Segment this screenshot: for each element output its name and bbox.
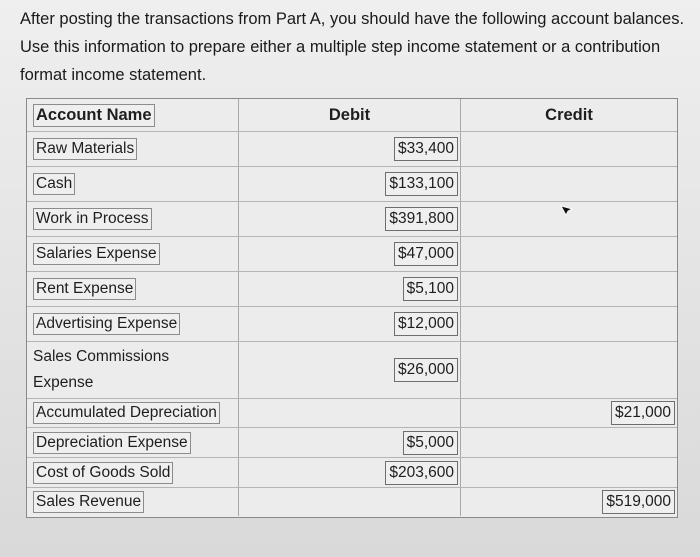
table-row: [27, 237, 677, 272]
debit-value: $26,000: [394, 358, 458, 382]
credit-value: $519,000: [602, 490, 675, 514]
credit-value: [461, 132, 677, 166]
table-row: [27, 307, 677, 342]
debit-value: [239, 488, 461, 516]
debit-value: $33,400: [394, 137, 458, 161]
table-row: [27, 458, 677, 488]
account-name: Rent Expense: [33, 278, 136, 300]
credit-value: $21,000: [611, 401, 675, 425]
debit-value: $391,800: [385, 207, 458, 231]
credit-value: [461, 428, 677, 457]
mouse-pointer-icon: [560, 203, 574, 217]
account-name: Cost of Goods Sold: [33, 462, 173, 484]
account-name-line-1: Sales Commissions: [33, 348, 170, 365]
credit-value: [461, 307, 677, 341]
account-name: Accumulated Depreciation: [33, 402, 220, 424]
table-row: [27, 167, 677, 202]
header-account-name: Account Name: [27, 99, 239, 131]
debit-value: $133,100: [385, 172, 458, 196]
debit-value: $5,100: [403, 277, 458, 301]
table-row: [27, 342, 677, 399]
account-name: Depreciation Expense: [33, 432, 191, 454]
table-row: [27, 202, 677, 237]
account-balances-table: [26, 98, 678, 518]
credit-value: [461, 458, 677, 487]
table-row: [27, 488, 677, 516]
debit-value: [239, 399, 461, 427]
account-name: Salaries Expense: [33, 243, 160, 265]
credit-value: [461, 237, 677, 271]
account-name: Work in Process: [33, 208, 152, 230]
debit-value: $5,000: [403, 431, 458, 455]
table-row: [27, 272, 677, 307]
header-debit: Debit: [239, 99, 461, 131]
debit-value: $47,000: [394, 242, 458, 266]
table-header-row: [27, 99, 677, 132]
credit-value: [461, 272, 677, 306]
table-row: [27, 399, 677, 428]
table-row: [27, 428, 677, 458]
account-name: Raw Materials: [33, 138, 137, 160]
debit-value: $12,000: [394, 312, 458, 336]
header-credit: Credit: [545, 105, 593, 124]
account-name: Advertising Expense: [33, 313, 180, 335]
credit-value: [461, 167, 677, 201]
table-row: [27, 132, 677, 167]
account-name: Cash: [33, 173, 75, 195]
debit-value: $203,600: [385, 461, 458, 485]
account-name: Sales Revenue: [33, 491, 144, 513]
account-name-line-2: Expense: [33, 374, 94, 391]
credit-value: [461, 342, 677, 398]
instructions-text: After posting the transactions from Part A, you should have the following account balances. Use this information to prepare either a multiple step income statement or a contribution format income statement.: [20, 10, 685, 84]
